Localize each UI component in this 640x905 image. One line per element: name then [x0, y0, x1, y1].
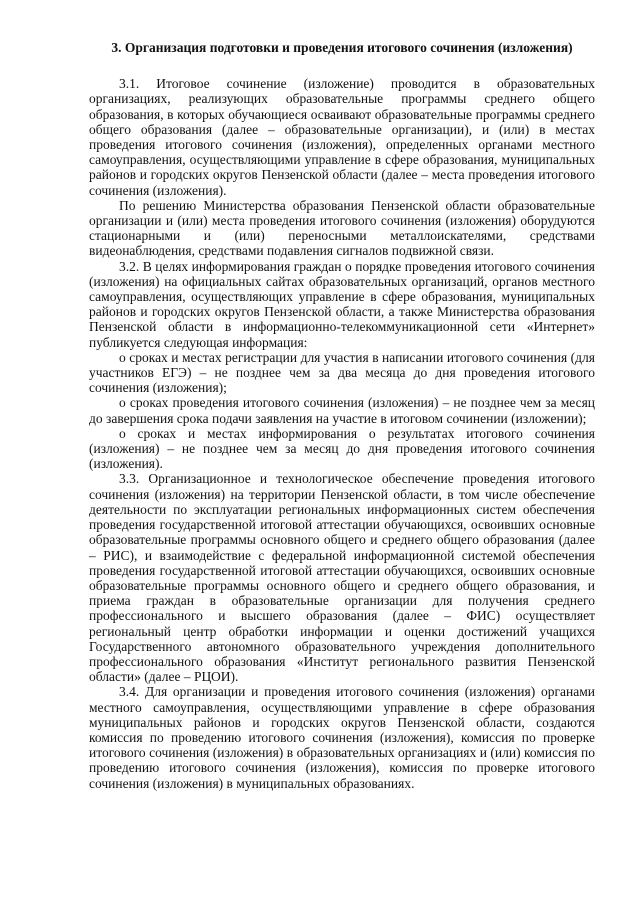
list-item-essay-dates: о сроках проведения итогового сочинения (изложения) – не позднее чем за месяц до завершения срока подачи заявления на участие в итоговом сочинении (изложении);	[89, 395, 595, 426]
list-item-registration-dates: о сроках и местах регистрации для участия в написании итогового сочинения (для участников ЕГЭ) – не позднее чем за два месяца до дня проведения итогового сочинения (изложения);	[89, 349, 595, 396]
paragraph-ministry-decision: По решению Министерства образования Пензенской области образовательные организации и (или) места проведения итогового сочинения (изложения) оборудуются стационарными и (или) переносными металлоискателями, средствами видеонаблюдения, средствами подавления сигналов подвижной связи.	[89, 197, 595, 259]
paragraph-3-1: 3.1. Итоговое сочинение (изложение) проводится в образовательных организациях, реализующих образовательные программы среднего общего образования, в которых обучающиеся осваивают образовательные программы среднего общего образования (далее – образовательные организации), и (или) в местах проведения итогового сочинения (изложения), определенных органами местного самоуправления, осуществляющими управление в сфере образования, муниципальных районов и городских округов Пензенской области (далее – места проведения итогового сочинения (изложения).	[89, 76, 595, 198]
paragraph-3-3: 3.3. Организационное и технологическое обеспечение проведения итогового сочинения (изложения) на территории Пензенской области, в том числе обеспечение деятельности по эксплуатации региональных информационных систем обеспечения проведения государственной итоговой аттестации обучающихся, освоивших основные образовательные программы основного общего и среднего общего образования (далее – РИС), и взаимодействие с федеральной информационной системой обеспечения проведения государственной итоговой аттестации обучающихся, освоивших основные образовательные программы основного общего и среднего общего образования, и приема граждан в образовательные организации для получения среднего профессионального и высшего образования (далее – ФИС) осуществляет региональный центр обработки информации и оценки достижений учащихся Государственного автономного образовательного учреждения дополнительного профессионального образования «Институт регионального развития Пензенской области» (далее – РЦОИ).	[89, 471, 595, 685]
paragraph-3-4: 3.4. Для организации и проведения итогового сочинения (изложения) органами местного самоуправления, осуществляющими управление в сфере образования муниципальных районов и городских округов Пензенской области, создаются комиссия по проведению итогового сочинения (изложения), комиссия по проверке итогового сочинения (изложения) в образовательных организациях и (или) комиссия по проведению итогового сочинения (изложения), комиссия по проверке итогового сочинения (изложения) в муниципальных образованиях.	[89, 684, 595, 791]
paragraph-3-2: 3.2. В целях информирования граждан о порядке проведения итогового сочинения (изложения) на официальных сайтах образовательных организаций, органов местного самоуправления, осуществляющих управление в сфере образования, муниципальных районов и городских округов Пензенской области, а также Министерства образования Пензенской области в информационно-телекоммуникационной сети «Интернет» публикуется следующая информация:	[89, 258, 595, 350]
list-item-results-info: о сроках и местах информирования о результатах итогового сочинения (изложения) – не позднее чем за месяц до дня проведения итогового сочинения (изложения).	[89, 425, 595, 472]
section-heading: 3. Организация подготовки и проведения итогового сочинения (изложения)	[111, 40, 573, 55]
document-page	[89, 40, 595, 791]
